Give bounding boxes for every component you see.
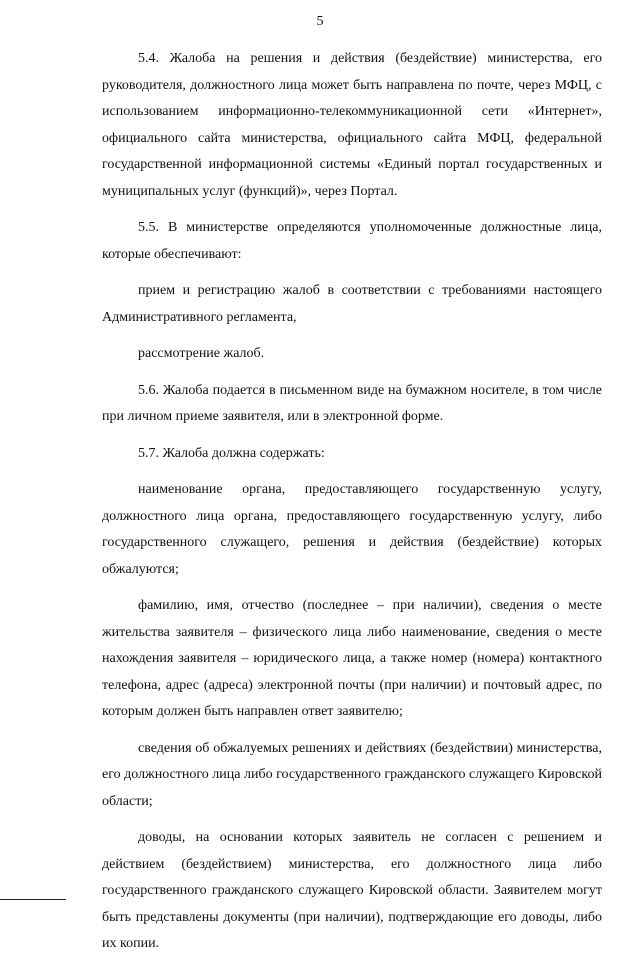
paragraph-5-5-item-review: рассмотрение жалоб. bbox=[138, 346, 265, 361]
paragraph-5-7-item-arguments: доводы, на основании которых заявитель не согласен с решением и действием (бездействием) министерства, его должностного лица либо государственного гражданского служащего Кировской области. Заявителем могут быть представлены документы (при наличии), подтверждающие его доводы, либо их копии. bbox=[102, 830, 602, 951]
paragraph-5-5-item-registration: прием и регистрацию жалоб в соответствии с требованиями настоящего Административного регламента, bbox=[102, 283, 602, 325]
paragraph-5-7: 5.7. Жалоба должна содержать: bbox=[138, 445, 325, 461]
page-number: 5 bbox=[316, 14, 324, 29]
footnote-divider bbox=[0, 899, 66, 900]
paragraph-5-6: 5.6. Жалоба подается в письменном виде на бумажном носителе, в том числе при личном приеме заявителя, или в электронной форме. bbox=[102, 382, 602, 424]
paragraph-5-7-item-applicant: фамилию, имя, отчество (последнее – при наличии), сведения о месте жительства заявителя – физического лица либо наименование, сведения о месте нахождения заявителя – юридического лица, а также номер (номера) контактного телефона, адрес (адреса) электронной почты (при наличии) и почтовый адрес, по которым должен быть направлен ответ заявителю; bbox=[102, 598, 602, 719]
document-body bbox=[102, 46, 602, 968]
paragraph-5-7-item-organ: наименование органа, предоставляющего государственную услугу, должностного лица органа, предоставляющего государственную услугу, либо государственного служащего, решения и действия (бездействие) которых обжалуются; bbox=[102, 482, 602, 577]
paragraph-5-7-item-decisions: сведения об обжалуемых решениях и действиях (бездействии) министерства, его должностного лица либо государственного гражданского служащего Кировской области; bbox=[102, 740, 602, 809]
paragraph-5-5: 5.5. В министерстве определяются уполномоченные должностные лица, которые обеспечивают: bbox=[102, 220, 602, 262]
paragraph-5-4: 5.4. Жалоба на решения и действия (бездействие) министерства, его руководителя, должностного лица может быть направлена по почте, через МФЦ, с использованием информационно-телекоммуникационной сети «Интернет», официального сайта министерства, официального сайта МФЦ, федеральной государственной информационной системы «Единый портал государственных и муниципальных услуг (функций)», через Портал. bbox=[102, 51, 602, 199]
